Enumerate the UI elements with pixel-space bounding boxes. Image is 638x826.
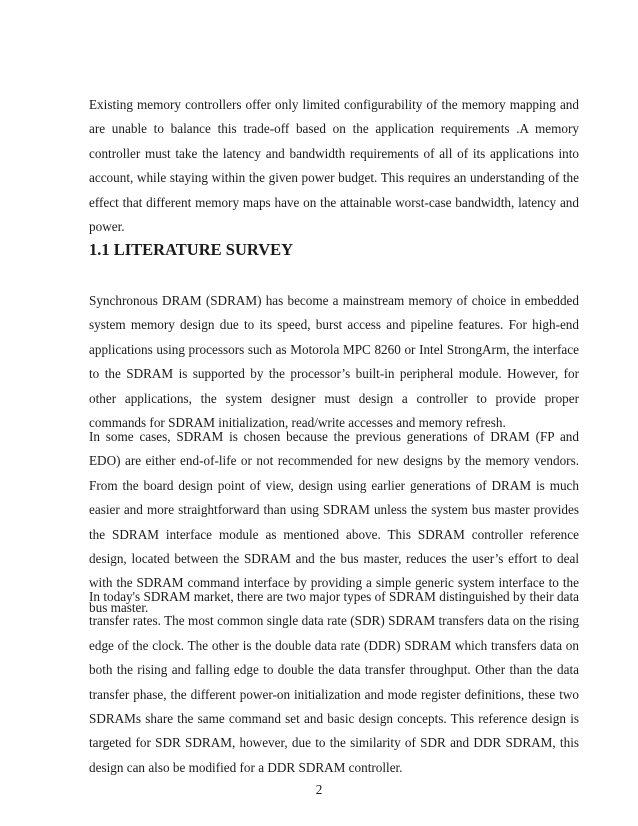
- intro-paragraph: Existing memory controllers offer only limited configurability of the memory mapping and are unable to balance this trade-off based on the application requirements .A memory controller must take the latency and bandwidth requirements of all of its applications into account, while staying within the given power budget. This requires an understanding of the effect that different memory maps have on the attainable worst-case bandwidth, latency and power.: [89, 97, 579, 235]
- paragraph-sdram-market: In today's SDRAM market, there are two major types of SDRAM distinguished by their data transfer rates. The most common single data rate (SDR) SDRAM transfers data on the rising edge of the clock. The other is the double data rate (DDR) SDRAM which transfers data on both the rising and falling edge to double the data transfer throughput. Other than the data transfer phase, the different power-on initialization and mode register definitions, these two SDRAMs share the same command set and basic design concepts. This reference design is targeted for SDR SDRAM, however, due to the similarity of SDR and DDR SDRAM, this design can also be modified for a DDR SDRAM controller.: [89, 589, 579, 775]
- paragraph-sdram-overview: Synchronous DRAM (SDRAM) has become a mainstream memory of choice in embedded system memory design due to its speed, burst access and pipeline features. For high-end applications using processors such as Motorola MPC 8260 or Intel StrongArm, the interface to the SDRAM is supported by the processor’s built-in peripheral module. However, for other applications, the system designer must design a controller to provide proper commands for SDRAM initialization, read/write accesses and memory refresh.: [89, 293, 579, 431]
- section-heading: 1.1 LITERATURE SURVEY: [89, 240, 294, 259]
- page-number: 2: [315, 782, 323, 797]
- paragraph-dram-generations: In some cases, SDRAM is chosen because the previous generations of DRAM (FP and EDO) are either end-of-life or not recommended for new designs by the memory vendors. From the board design point of view, design using earlier generations of DRAM is much easier and more straightforward than using SDRAM unless the system bus master provides the SDRAM interface module as mentioned above. This SDRAM controller reference design, located between the SDRAM and the bus master, reduces the user’s effort to deal with the SDRAM command interface by providing a simple generic system interface to the bus master.: [89, 429, 579, 615]
